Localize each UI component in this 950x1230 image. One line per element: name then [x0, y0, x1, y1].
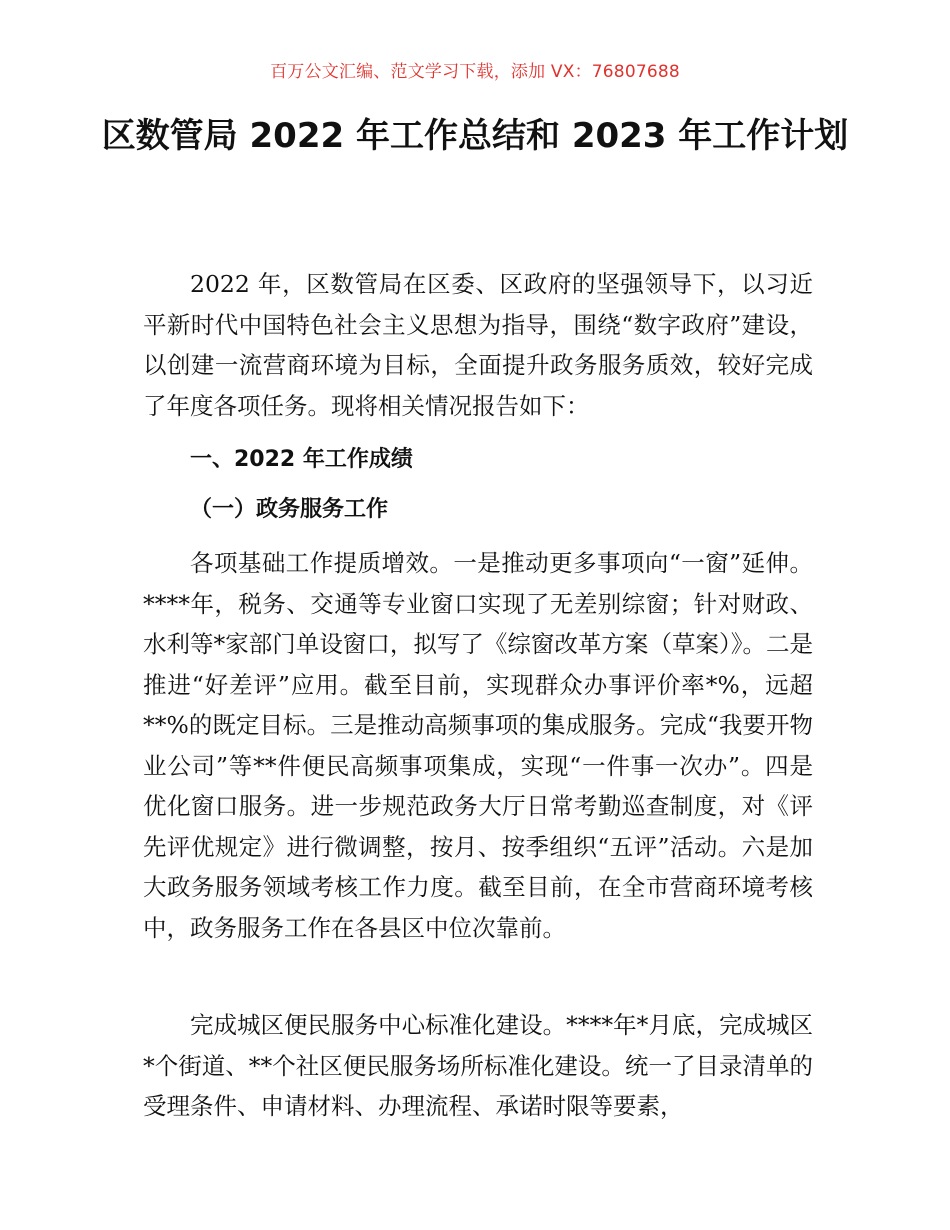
header-note: 百万公文汇编、范文学习下载，添加 VX：76807688 [270, 62, 680, 82]
subsection-heading: （一）政务服务工作 [190, 497, 389, 522]
intro-paragraph: 2022 年，区数管局在区委、区政府的坚强领导下，以习近平新时代中国特色社会主义思想为指导，围绕“数字政府”建设，以创建一流营商环境为目标，全面提升政务服务质效，较好完成了年度各项任务。现将相关情况报告如下： [143, 270, 813, 420]
page-title: 区数管局 2022 年工作总结和 2023 年工作计划 [101, 116, 849, 156]
body-paragraph: 各项基础工作提质增效。一是推动更多事项向“一窗”延伸。****年，税务、交通等专业窗口实现了无差别综窗；针对财政、水利等*家部门单设窗口，拟写了《综窗改革方案（草案）》。二是推进“好差评”应用。截至目前，实现群众办事评价率*%，远超**%的既定目标。三是推动高频事项的集成服务。完成“我要开物业公司”等**件便民高频事项集成，实现“一件事一次办”。四是优化窗口服务。进一步规范政务大厅日常考勤巡查制度，对《评先评优规定》进行微调整，按月、按季组织“五评”活动。六是加大政务服务领域考核工作力度。截至目前，在全市营商环境考核中，政务服务工作在各县区中位次靠前。 [143, 549, 813, 942]
body-paragraph: 完成城区便民服务中心标准化建设。****年*月底，完成城区*个街道、**个社区便民服务场所标准化建设。统一了目录清单的受理条件、申请材料、办理流程、承诺时限等要素， [143, 1011, 813, 1120]
section-heading: 一、2022 年工作成绩 [190, 447, 413, 472]
